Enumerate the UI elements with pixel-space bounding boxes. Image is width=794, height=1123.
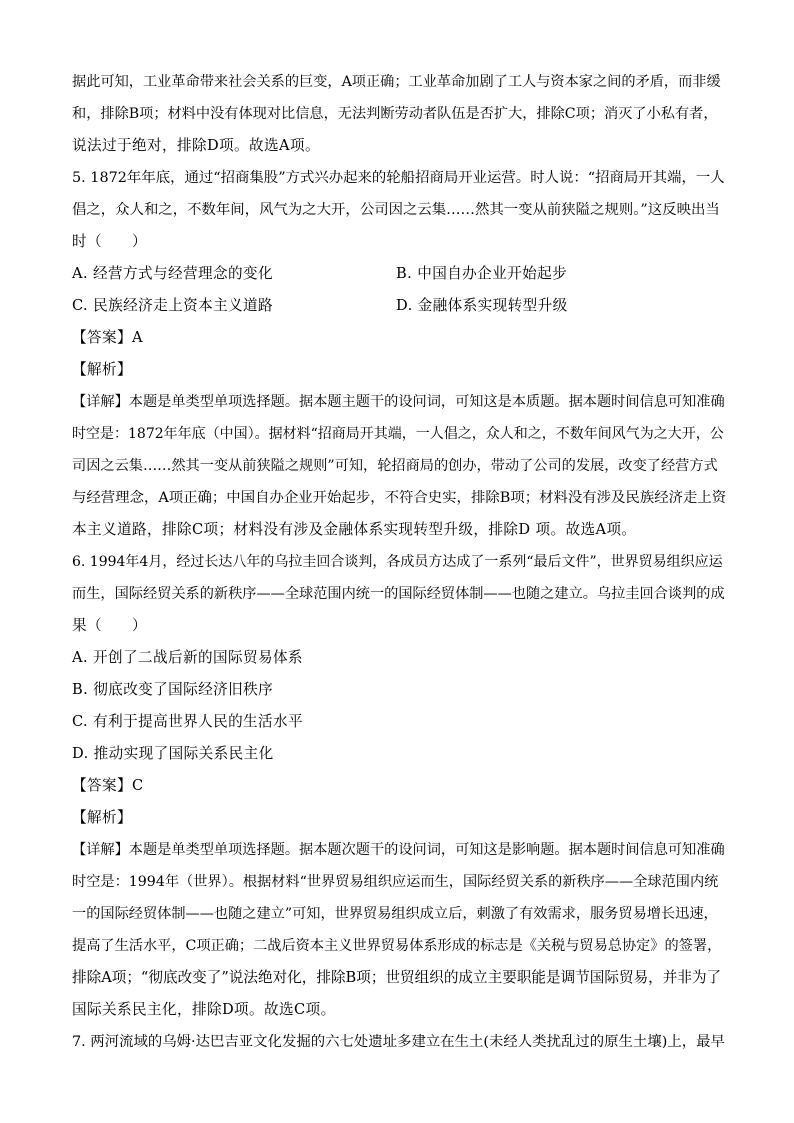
question-stem-line: 倡之，众人和之，不数年间，风气为之大开，公司因之云集……然其一变从前狭隘之规则。”这反映出当 [72, 202, 720, 218]
question-6 [72, 546, 726, 1026]
text-line: 和，排除B项；材料中没有体现对比信息，无法判断劳动者队伍是否扩大，排除C项；消灭了小私有者， [72, 106, 718, 122]
option-a: A. 经营方式与经营理念的变化 [72, 265, 273, 282]
answer-label: 【答案】C [72, 777, 144, 794]
option-b: B. 彻底改变了国际经济旧秩序 [72, 681, 274, 698]
option-d: D. 推动实现了国际关系民主化 [72, 745, 274, 762]
question-stem-line: 时（ ） [72, 233, 147, 250]
detail-line: 提高了生活水平，C项正确；二战后资本主义世界贸易体系形成的标志是《关税与贸易总协定》的签署， [72, 938, 722, 954]
question-5 [72, 162, 726, 546]
text-line: 说法过于绝对，排除D项。故选A项。 [72, 137, 320, 154]
answer-label: 【答案】A [72, 329, 143, 346]
detail-line: 【详解】本题是单类型单项选择题。据本题主题干的设问词，可知这是本质题。据本题时间信息可知准确 [72, 394, 725, 410]
detail-line: 司因之云集……然其一变从前狭隘之规则”可知，轮招商局的创办，带动了公司的发展，改变了经营方式 [72, 458, 718, 474]
question-stem-line: 7. 两河流域的乌姆·达巴吉亚文化发掘的六七处遗址多建立在生土(未经人类扰乱过的原生土壤)上，最早 [72, 1034, 725, 1050]
option-c: C. 有利于提高世界人民的生活水平 [72, 713, 304, 730]
q4-analysis-tail [72, 66, 726, 162]
detail-line: 与经营理念，A项正确；中国自办企业开始起步，不符合史实，排除B项；材料没有涉及民族经济走上资 [72, 490, 727, 506]
question-stem-line: 5. 1872年年底，通过“招商集股”方式兴办起来的轮船招商局开业运营。时人说：“招商局开其端，一人 [72, 170, 725, 186]
detail-line: 一的国际经贸体制——也随之建立”可知，世界贸易组织成立后，刺激了有效需求，服务贸易增长迅速， [72, 906, 718, 922]
document-page [72, 66, 726, 1058]
question-7 [72, 1026, 726, 1058]
detail-line: 时空是：1994年（世界）。根据材料“世界贸易组织应运而生，国际经贸关系的新秩序——全球范围内统 [72, 874, 719, 890]
question-stem-line: 6. 1994年4月，经过长达八年的乌拉圭回合谈判，各成员方达成了一系列“最后文件”，世界贸易组织应运 [72, 554, 723, 570]
detail-line: 排除A项；“彻底改变了”说法绝对化，排除B项；世贸组织的成立主要职能是调节国际贸易，并非为了 [72, 969, 722, 986]
detail-line: 时空是：1872年年底（中国）。据材料“招商局开其端，一人倡之，众人和之，不数年间风气为之大开，公 [72, 426, 724, 442]
option-c: C. 民族经济走上资本主义道路 [72, 297, 274, 314]
option-a: A. 开创了二战后新的国际贸易体系 [72, 649, 303, 666]
option-b: B. 中国自办企业开始起步 [396, 265, 568, 282]
detail-line: 国际关系民主化，排除D项。故选C项。 [72, 1001, 336, 1018]
options-row [72, 258, 726, 290]
question-stem-line: 果（ ） [72, 617, 147, 634]
question-stem-line: 而生，国际经贸关系的新秩序——全球范围内统一的国际经贸体制——也随之建立。乌拉圭回合谈判的成 [72, 586, 725, 602]
detail-line: 【详解】本题是单类型单项选择题。据本题次题干的设问词，可知这是影响题。据本题时间信息可知准确 [72, 842, 725, 858]
text-line: 据此可知，工业革命带来社会关系的巨变，A项正确；工业革命加剧了工人与资本家之间的矛盾，而非缓 [72, 74, 721, 90]
analysis-label: 【解析】 [72, 809, 132, 826]
analysis-label: 【解析】 [72, 361, 132, 378]
detail-line: 本主义道路，排除C项；材料没有涉及金融体系实现转型升级，排除D 项。故选A项。 [72, 521, 637, 538]
options-row [72, 290, 726, 322]
option-d: D. 金融体系实现转型升级 [396, 297, 568, 314]
